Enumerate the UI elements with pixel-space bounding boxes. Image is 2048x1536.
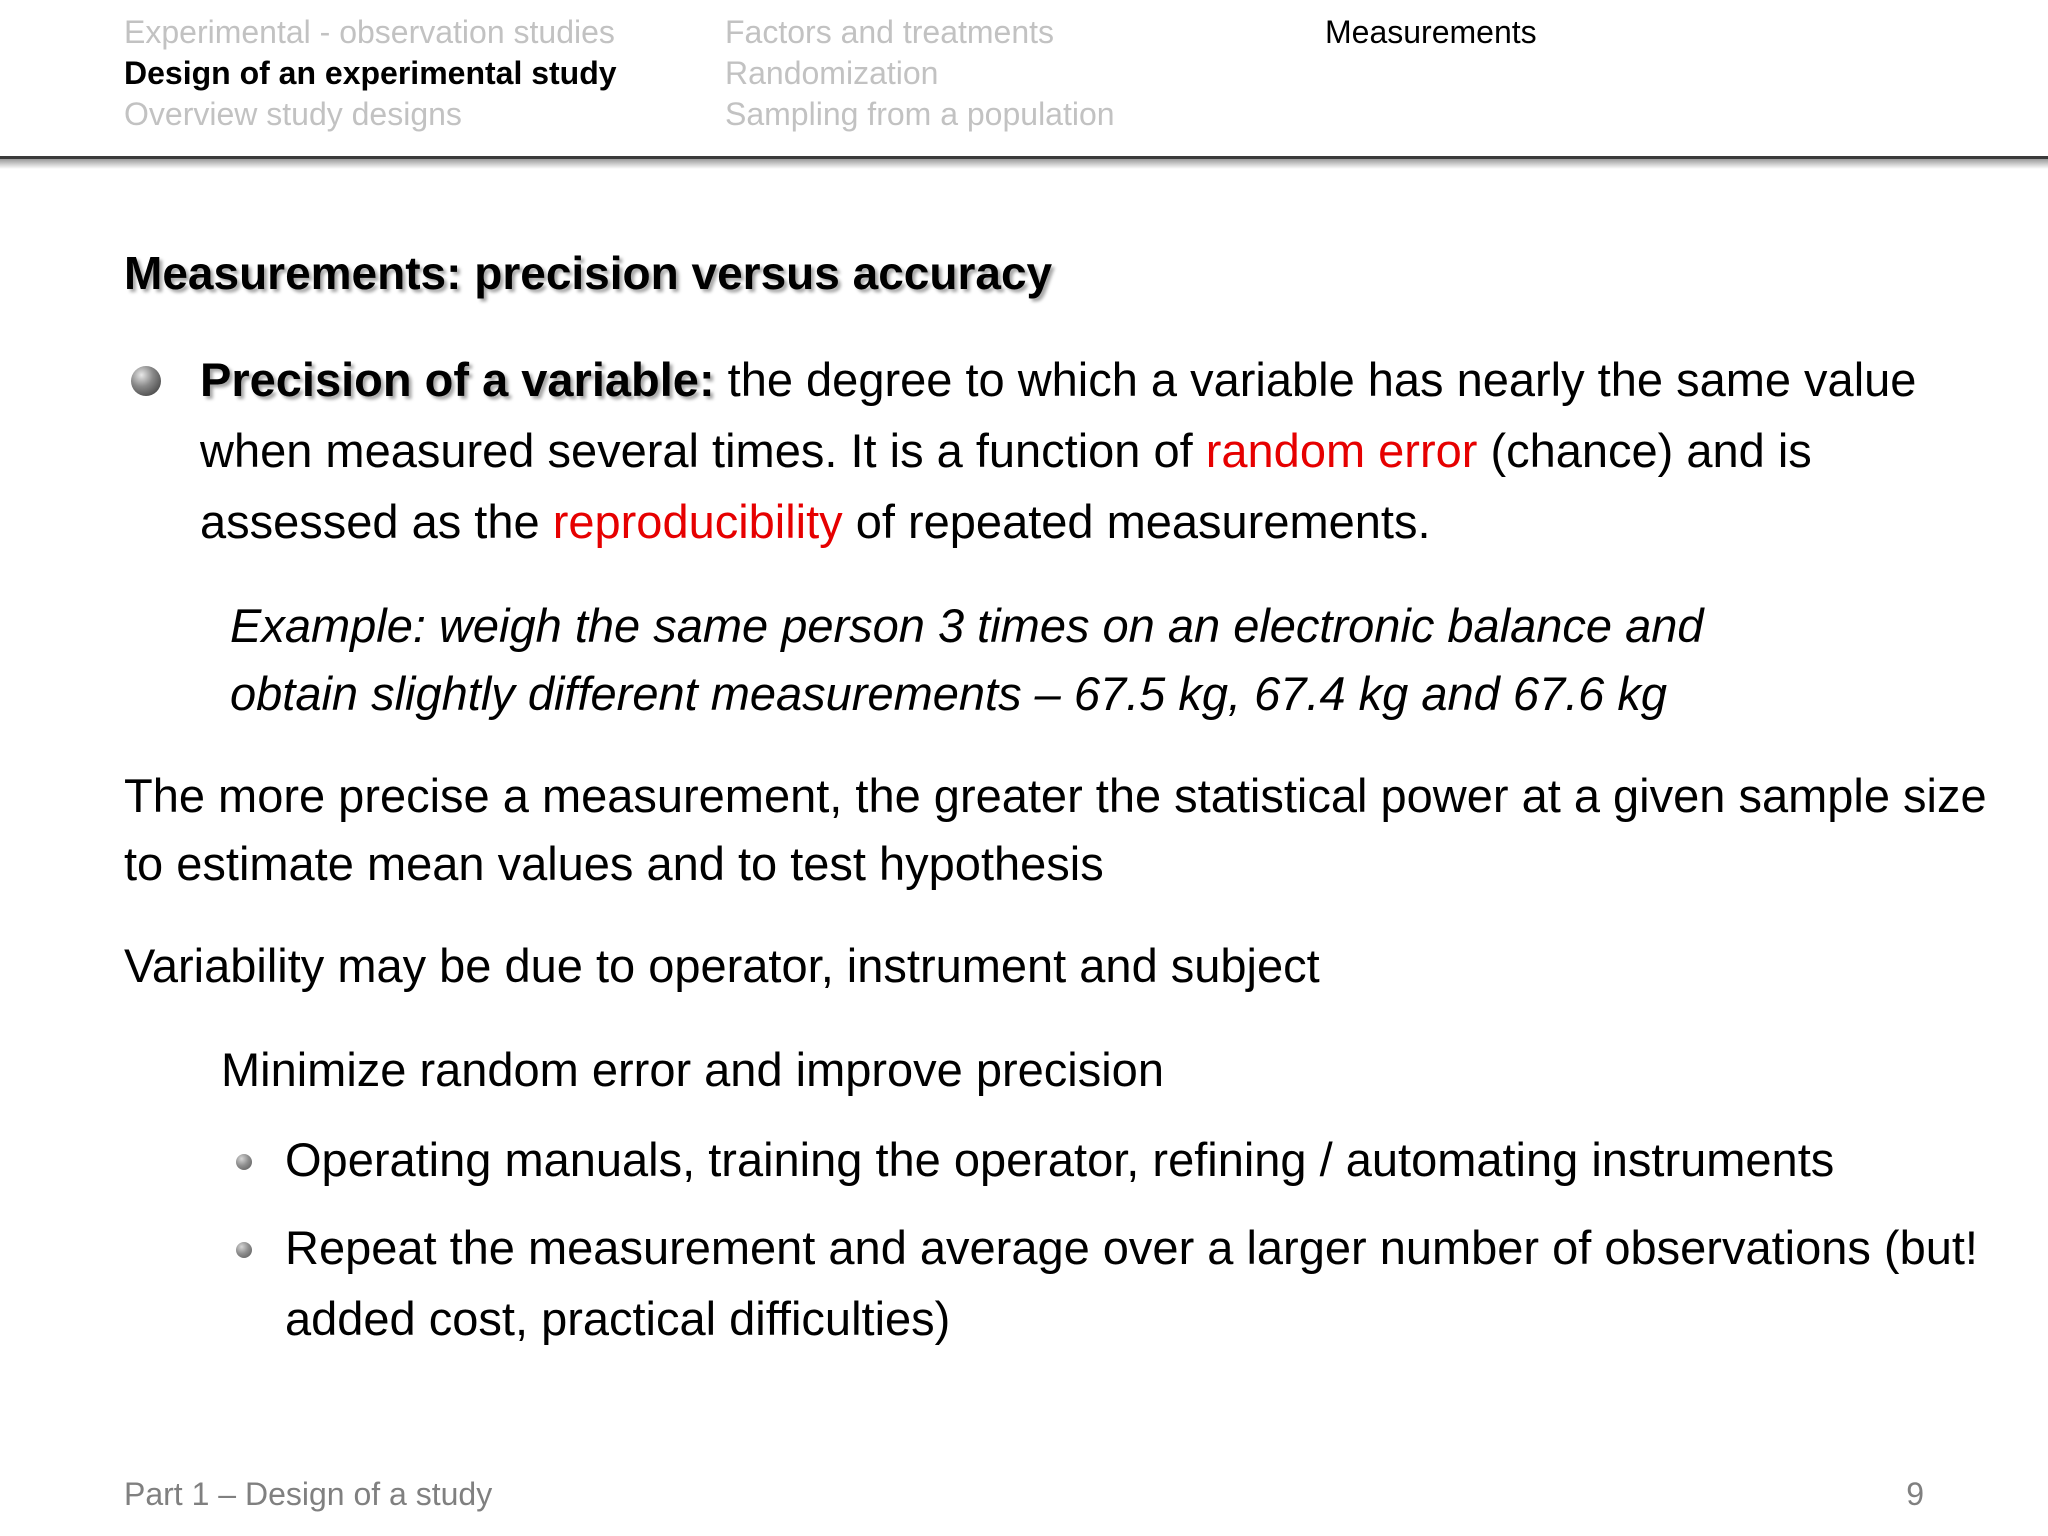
- highlight-reproducibility: reproducibility: [552, 495, 843, 548]
- footer-section-label: Part 1 – Design of a study: [124, 1476, 493, 1512]
- precision-bullet-text: [200, 344, 1980, 557]
- bullet-text-part-1: the degree to which a variable has nearly the same value when measured several times. It is a function of: [200, 353, 1917, 477]
- ball-bullet-icon: [131, 366, 161, 396]
- header-divider-shadow: [0, 159, 2048, 169]
- statistical-power-paragraph: The more precise a measurement, the greater the statistical power at a given sample size to estimate mean values and to test hypothesis: [124, 769, 1987, 890]
- nav-link-experimental-observation[interactable]: Experimental - observation studies: [124, 14, 615, 50]
- list-item: [230, 1124, 2040, 1195]
- page-number: 9: [1906, 1476, 1924, 1512]
- term-precision: Precision of a variable:: [200, 353, 715, 406]
- nav-link-factors-treatments[interactable]: Factors and treatments: [725, 14, 1055, 50]
- nav-link-measurements[interactable]: Measurements: [1325, 14, 1537, 50]
- example-block: [230, 592, 2030, 728]
- bullet-text-part-3: of repeated measurements.: [842, 495, 1431, 548]
- nav-column-2: [725, 12, 1115, 135]
- minimize-error-heading: Minimize random error and improve precision: [221, 1043, 1164, 1096]
- bullet-text-part-2: (chance) and is assessed as the: [200, 424, 1812, 548]
- nav-link-overview-study-designs[interactable]: Overview study designs: [124, 96, 462, 132]
- section-navigation: [0, 0, 2048, 156]
- nav-column-3: [1325, 12, 1537, 53]
- nav-column-1: [124, 12, 617, 135]
- example-line-1: Example: weigh the same person 3 times on an electronic balance and: [230, 599, 1704, 652]
- nav-link-design-experimental-study[interactable]: Design of an experimental study: [124, 55, 617, 91]
- dot-bullet-icon: [236, 1154, 252, 1170]
- nav-link-randomization[interactable]: Randomization: [725, 55, 939, 91]
- variability-paragraph: Variability may be due to operator, instrument and subject: [124, 939, 1320, 992]
- list-item-text: Repeat the measurement and average over a larger number of observations (but! added cost, practical difficulties): [285, 1221, 1978, 1345]
- example-line-2: obtain slightly different measurements – 67.5 kg, 67.4 kg and 67.6 kg: [230, 667, 1667, 720]
- precision-bullet: [124, 344, 2004, 557]
- list-item-text: Operating manuals, training the operator, refining / automating instruments: [285, 1133, 1835, 1186]
- list-item: [230, 1212, 2040, 1354]
- highlight-random-error: random error: [1205, 424, 1478, 477]
- dot-bullet-icon: [236, 1242, 252, 1258]
- nav-link-sampling[interactable]: Sampling from a population: [725, 96, 1115, 132]
- slide-title: Measurements: precision versus accuracy: [124, 247, 1053, 299]
